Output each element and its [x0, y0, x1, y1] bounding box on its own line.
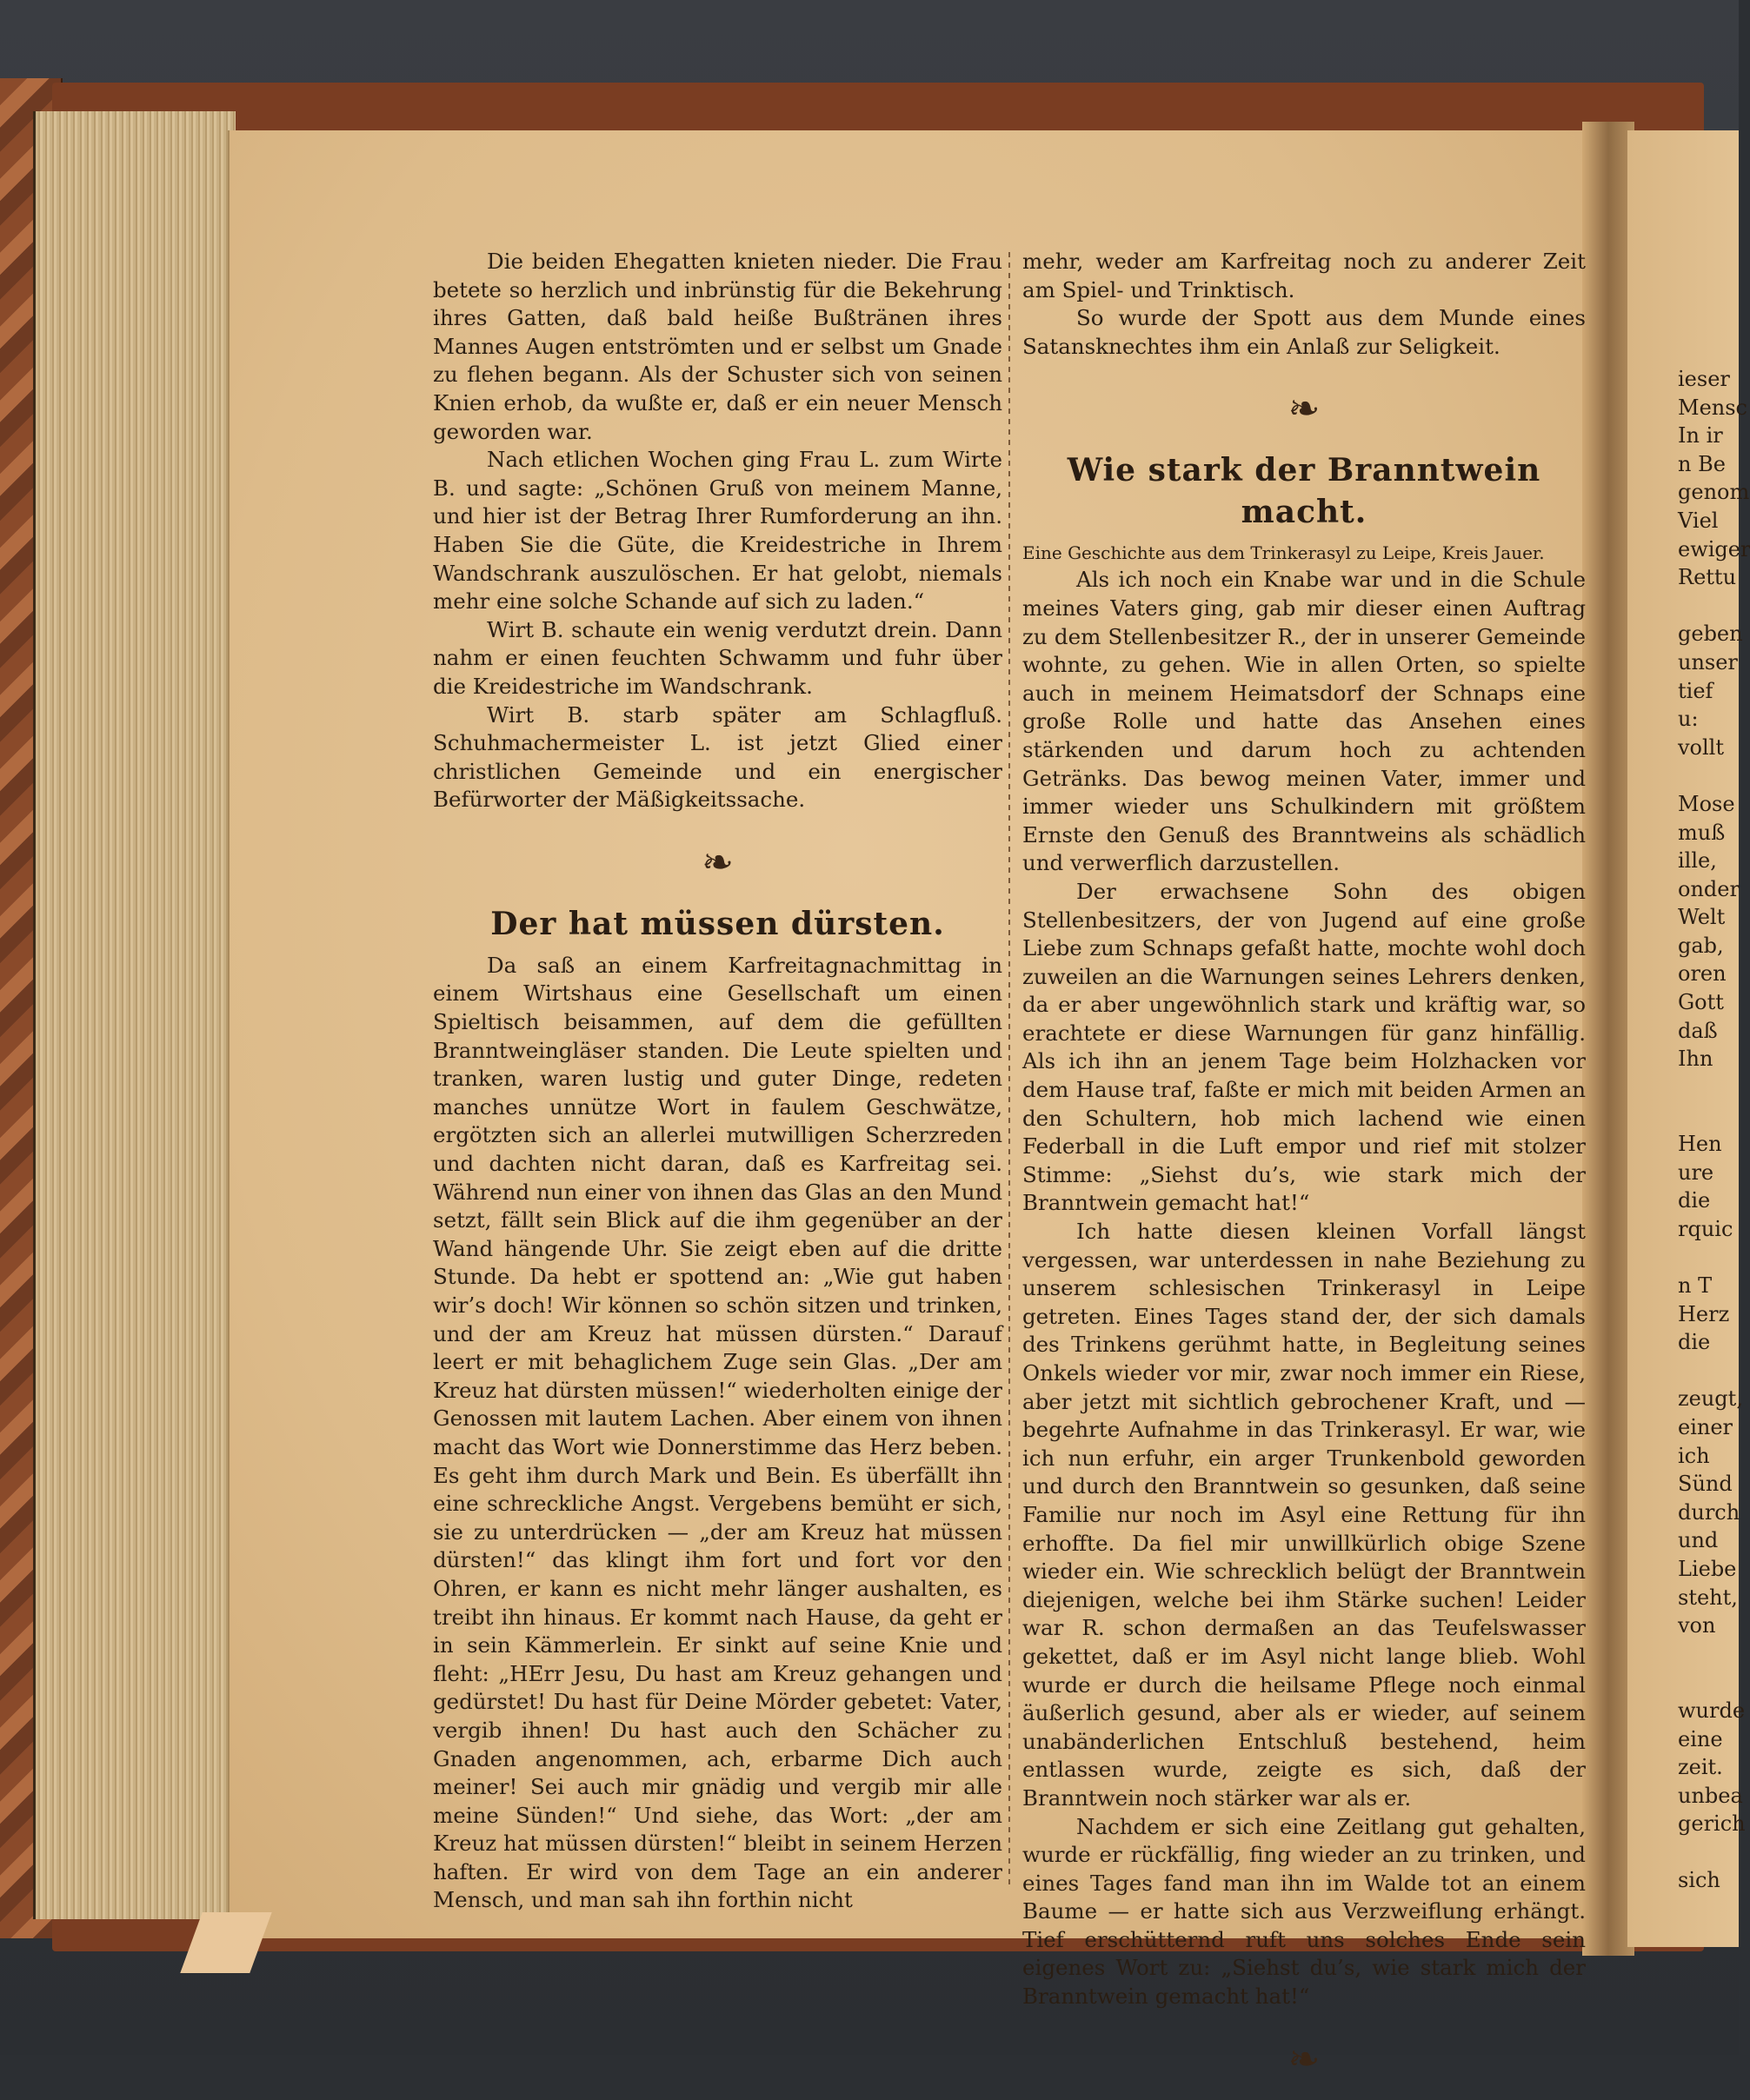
fragment-line [1678, 1838, 1747, 1867]
paragraph: So wurde der Spott aus dem Munde eines Satansknechtes ihm ein Anlaß zur Seligkeit. [1022, 305, 1586, 359]
fragment-line: geben [1678, 621, 1743, 647]
fragment-line: Mensc [1678, 395, 1747, 420]
fragment-line [1678, 1357, 1747, 1386]
page-stack-edges [33, 111, 236, 1919]
fragment-line: ure [1678, 1160, 1714, 1185]
fragment-line: muß [1678, 820, 1726, 845]
fragment-line [1678, 1073, 1747, 1102]
fragment-line: genom [1678, 480, 1750, 505]
fragment-line: ille, [1678, 848, 1717, 874]
fragment-line: rquic [1678, 1216, 1733, 1241]
fragment-line: Ihn [1678, 1047, 1713, 1072]
article-heading: Der hat müssen dürsten. [490, 905, 945, 942]
paragraph: Ich hatte diesen kleinen Vorfall längst vergessen, war unterdessen in nahe Beziehung zu unserem schlesischen Trinkerasyl in Leipe getreten. Eines Tages stand der, der sich damals des Trinkens gerühmt hatte, in Begleitung seines Onkels wieder vor mir, zwar noch immer ein Riese, aber jetzt mit sichtlich gebrochener Kraft, und — begehrte Aufnahme in das Trinkerasyl. Er war, wie ich nun erfuhr, ein arger Trunkenbold geworden und durch den Branntwein so gesunken, daß seine Familie nur noch im Asyl eine Rettung für ihn erhoffte. Da fiel mir unwillkürlich obige Szene wieder ein. Wie schrecklich belügt der Branntwein diejenigen, welche bei ihm Stärke suchen! Leider war R. schon dermaßen an das Teufelswasser gekettet, daß er im Asyl nicht lange blieb. Wohl wurde er durch die heilsame Pflege noch einmal äußerlich gesund, aber als er wieder, auf seinem unabänderlichen Entschluß bestehend, heim entlassen wurde, zeigte es sich, daß der Branntwein noch stärker war als er. [1022, 1219, 1586, 1811]
fragment-line: In ir [1678, 423, 1723, 449]
fragment-line [1678, 1101, 1747, 1130]
fragment-line: die [1678, 1330, 1711, 1355]
fragment-line: vollt [1678, 734, 1725, 760]
fragment-line: und [1678, 1528, 1719, 1553]
fragment-line: ieser [1678, 367, 1730, 391]
fragment-line: von [1678, 1613, 1716, 1638]
fragment-line: unbea [1678, 1783, 1743, 1808]
fragment-line: eine [1678, 1726, 1723, 1751]
paragraph: Wirt B. starb später am Schlagfluß. Schuhmachermeister L. ist jetzt Glied einer christlichen Gemeinde und ein energischer Befürworter der Mäßigkeitssache. [433, 701, 1002, 813]
fragment-line: Sünd [1678, 1472, 1733, 1497]
fragment-line: onder [1678, 876, 1740, 901]
fragment-line: zeugt, [1678, 1386, 1743, 1412]
fragment-line: ewiger [1678, 536, 1750, 562]
fragment-line: Mose [1678, 791, 1735, 816]
paragraph: Wirt B. schaute ein wenig verdutzt drein. Dann nahm er einen feuchten Schwamm und fuhr über die Kreidestriche im Wandschrank. [433, 616, 1002, 699]
ornament-icon: ❧ [702, 840, 734, 885]
fragment-line: steht, [1678, 1585, 1738, 1610]
paragraph: Nachdem er sich eine Zeitlang gut gehalten, wurde er rückfällig, fing wieder an zu trinken, und eines Tages fand man ihn im Walde tot an einem Baume — er hatte sich aus Verzweiflung erhängt. Tief erschütternd ruft uns solches Ende sein eigenes Wort zu: „Siehst du’s, wie stark mich der Branntwein gemacht hat!“ [1022, 1813, 1586, 2010]
fragment-line: n Be [1678, 451, 1726, 476]
fragment-line [1678, 1640, 1747, 1669]
fragment-line: zeit. [1678, 1755, 1723, 1780]
fragment-line: oren [1678, 961, 1727, 987]
fragment-line: Liebe [1678, 1556, 1737, 1581]
fragment-line: Rettu [1678, 565, 1737, 590]
right-text-column [1022, 248, 1586, 2100]
fragment-line: durch [1678, 1499, 1740, 1525]
fragment-line: daß [1678, 1018, 1718, 1043]
fragment-line: Welt [1678, 905, 1726, 930]
paragraph: Der erwachsene Sohn des obigen Stellenbesitzers, der von Jugend auf eine große Liebe zum Schnaps gefaßt hatte, mochte wohl doch zuweilen an die Warnungen seines Lehrers denken, da er aber ungewöhnlich stark und kräftig war, so erachtete er diese Warnungen für ganz hinfällig. Als ich ihn an jenem Tage beim Holzhacken vor dem Hause traf, faßte er mich mit beiden Armen an den Schultern, hob mich lachend wie einen Federball in die Luft empor und rief mit stolzer Stimme: „Siehst du’s, wie stark mich der Branntwein gemacht hat!“ [1022, 878, 1586, 1216]
fragment-line: Hen [1678, 1132, 1722, 1157]
column-divider [1008, 252, 1010, 1886]
book-gutter [1582, 122, 1634, 1956]
fragment-line [1678, 592, 1747, 621]
paragraph: Da saß an einem Karfreitagnachmittag in einem Wirtshaus eine Gesellschaft um einen Spieltisch beisammen, auf dem die gefüllten Branntweingläser standen. Die Leute spielten und tranken, waren lustig und guter Dinge, redeten manches unnütze Wort in faulem Geschwätze, ergötzten sich an allerlei mutwilligen Scherzreden und dachten nicht daran, daß es Karfreitag sei. Während nun einer von ihnen das Glas an den Mund setzt, fällt sein Blick auf die ihm gegenüber an der Wand hängende Uhr. Sie zeigt eben auf die dritte Stunde. Da hebt er spottend an: „Wie gut haben wir’s doch! Wir können so schön sitzen und trinken, und der am Kreuz hat müssen dürsten.“ Darauf leert er mit behaglichem Zuge sein Glas. „Der am Kreuz hat dürsten müssen!“ wiederholten einige der Genossen mit lautem Lachen. Aber einem von ihnen macht das Wort wie Donnerstimme das Herz beben. Es geht ihm durch Mark und Bein. Es überfällt ihn eine schreckliche Angst. Vergebens bemüht er sich, sie zu unterdrücken — „der am Kreuz hat müssen dürsten!“ das klingt ihm fort und fort vor den Ohren, er kann es nicht mehr länger aushalten, es treibt ihn hinaus. Er kommt nach Hause, da geht er in sein Kämmerlein. Er sinkt auf seine Knie und fleht: „HErr Jesu, Du hast am Kreuz gehangen und gedürstet! Du hast für Deine Mörder gebetet: Vater, vergib ihnen! Du hast auch den Schächer zu Gnaden angenommen, ach, erbarme Dich auch meiner! Sei auch mir gnädig und vergib mir alle meine Sünden!“ Und siehe, das Wort: „der am Kreuz hat müssen dürsten!“ bleibt in seinem Herzen haften. Er wird von dem Tage an ein anderer Mensch, und man sah ihn forthin nicht [433, 952, 1002, 1913]
fragment-line: n T [1678, 1273, 1713, 1298]
fragment-line: gab, [1678, 933, 1724, 958]
fragment-line: Gott [1678, 990, 1724, 1015]
article-heading: Wie stark der Branntwein macht. [1067, 452, 1541, 531]
fragment-line: ich [1678, 1443, 1710, 1468]
paragraph: Die beiden Ehegatten knieten nieder. Die Frau betete so herzlich und inbrünstig für die Bekehrung ihres Gatten, daß bald heiße Bußtränen ihres Mannes Augen entströmten und er selbst um Gnade zu flehen begann. Als der Schuster sich von seinen Knien erhob, da wußte er, daß er ein neuer Mensch geworden war. [433, 249, 1002, 444]
fragment-line [1678, 1668, 1747, 1697]
article-subtitle: Eine Geschichte aus dem Trinkerasyl zu Leipe, Kreis Jauer. [1022, 542, 1545, 564]
fragment-line: gerich [1678, 1811, 1746, 1837]
fragment-line: wurde [1678, 1698, 1746, 1723]
fragment-line: unser [1678, 649, 1738, 675]
fragment-line: u: [1678, 707, 1699, 732]
fragment-line: die [1678, 1188, 1711, 1213]
paragraph: Nach etlichen Wochen ging Frau L. zum Wirte B. und sagte: „Schönen Gruß von meinem Manne, und hier ist der Betrag Ihrer Rumforderung an ihn. Haben Sie die Güte, die Kreidestriche in Ihrem Wandschrank auszulöschen. Er hat gelobt, niemals mehr eine solche Schande auf sich zu laden.“ [433, 447, 1002, 615]
fragment-line: einer [1678, 1414, 1733, 1439]
fragment-line [1678, 1243, 1747, 1272]
ornament-icon: ❧ [1288, 387, 1321, 432]
fragment-line: tief [1678, 678, 1713, 703]
ornament-icon: ❧ [1288, 2037, 1321, 2082]
fragment-line: sich [1678, 1868, 1720, 1893]
paragraph: mehr, weder am Karfreitag noch zu anderer Zeit am Spiel- und Trinktisch. [1022, 249, 1586, 302]
left-text-column [433, 248, 1002, 1915]
fragment-line [1678, 761, 1747, 790]
fragment-line: Herz [1678, 1301, 1730, 1326]
next-page-text-fragments [1678, 365, 1750, 1895]
paragraph: Als ich noch ein Knabe war und in die Schule meines Vaters ging, gab mir dieser einen Auftrag zu dem Stellenbesitzer R., der in unserer Gemeinde wohnte, zu gehen. Wie in allen Orten, so spielte auch in meinem Heimatsdorf der Schnaps eine große Rolle und hatte das Ansehen eines stärkenden und darum hoch zu achtenden Getränks. Das bewog meinen Vater, immer und immer wieder uns Schulkindern mit größtem Ernste den Genuß des Branntweins als schädlich und verwerflich darzustellen. [1022, 567, 1586, 876]
fragment-line: Viel [1678, 508, 1719, 533]
